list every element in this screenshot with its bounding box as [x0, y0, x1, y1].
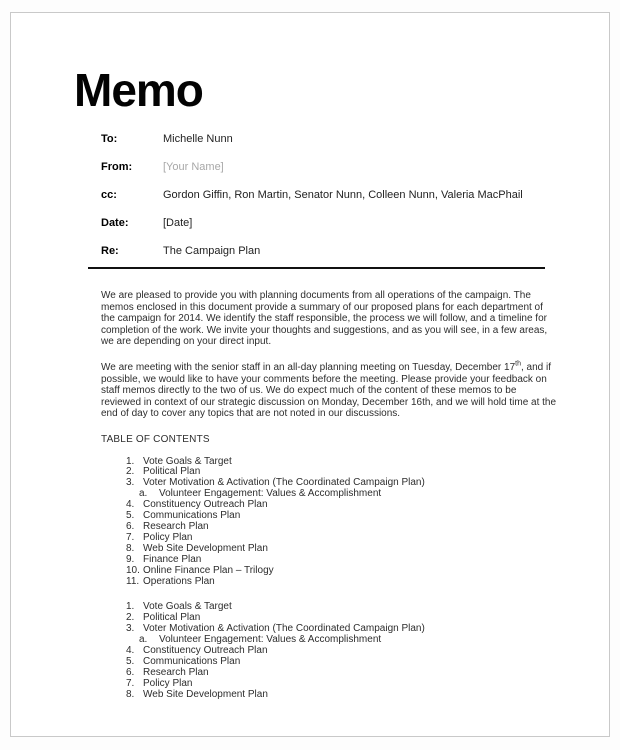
- toc-item-text: Policy Plan: [143, 531, 193, 543]
- memo-document-page: [10, 12, 610, 737]
- toc-item-text: Communications Plan: [143, 510, 241, 522]
- toc-list-item: [126, 577, 558, 588]
- toc-item-number: 5.: [126, 510, 135, 522]
- toc-item-number: a.: [139, 634, 148, 646]
- meta-value: [Your Name]: [163, 161, 224, 173]
- toc-item-text: Constituency Outreach Plan: [143, 499, 268, 511]
- ordinal-superscript: th: [515, 360, 521, 368]
- toc-item-text: Volunteer Engagement: Values & Accomplishment: [159, 488, 382, 500]
- toc-item-number: 8.: [126, 542, 135, 554]
- meta-row: [101, 134, 561, 145]
- toc-item-text: Policy Plan: [143, 677, 193, 689]
- toc-item-number: 8.: [126, 688, 135, 700]
- toc-item-number: 7.: [126, 531, 135, 543]
- toc-item-number: 11.: [126, 575, 140, 587]
- toc-item-text: Research Plan: [143, 520, 209, 532]
- toc-item-number: 2.: [126, 466, 135, 478]
- toc-item-number: 1.: [126, 455, 135, 467]
- toc-item-text: Vote Goals & Target: [143, 601, 232, 613]
- toc-item-number: 6.: [126, 666, 135, 678]
- meta-row: [101, 218, 561, 229]
- meta-value: Michelle Nunn: [163, 133, 233, 145]
- meta-label: Re:: [101, 245, 119, 257]
- toc-item-text: Voter Motivation & Activation (The Coordinated Campaign Plan): [143, 623, 425, 635]
- toc-item-number: 7.: [126, 677, 135, 689]
- meta-value: [Date]: [163, 217, 193, 229]
- page-title: Memo: [74, 64, 203, 116]
- toc-item-number: 6.: [126, 520, 135, 532]
- meta-row: [101, 162, 561, 173]
- toc-item-text: Communications Plan: [143, 655, 241, 667]
- meta-label: From:: [101, 161, 133, 173]
- meta-label: cc:: [101, 189, 117, 201]
- toc-list-1: [126, 457, 558, 588]
- meta-row: [101, 246, 561, 257]
- toc-item-number: 2.: [126, 612, 135, 624]
- toc-item-text: Voter Motivation & Activation (The Coordinated Campaign Plan): [143, 477, 425, 489]
- toc-item-text: Research Plan: [143, 666, 209, 678]
- meta-label: Date:: [101, 217, 129, 229]
- meta-label: To:: [101, 133, 118, 145]
- memo-header-fields: [101, 134, 561, 274]
- toc-item-text: Finance Plan: [143, 553, 202, 565]
- toc-item-number: 9.: [126, 553, 135, 565]
- toc-list-item: [126, 566, 558, 577]
- meta-row: [101, 190, 561, 201]
- toc-item-number: a.: [139, 488, 148, 500]
- meeting-paragraph-text-after: , and if possible, we would like to have your comments before the meeting. Please provide your feedback on staff memos directly to the two of us. We do expect much of the content of these memos to be reviewed in context of our strategic discussion on Monday, December 16th, and we will hold time at the end of day to cover any topics that are not noted in our discussions.: [101, 361, 557, 420]
- toc-list-2: [126, 602, 558, 700]
- toc-item-text: Operations Plan: [143, 575, 215, 587]
- intro-paragraph: We are pleased to provide you with planning documents from all operations of the campaign. The memos enclosed in this document provide a summary of our proposed plans for each department of the campaign for 2014. We identify the staff responsible, the process we will follow, and a timeline for completion of the work. We invite your thoughts and suggestions, and as you will see, in a few areas, we are depending on your direct input.: [101, 290, 548, 348]
- meeting-paragraph: [101, 362, 558, 420]
- toc-item-number: 5.: [126, 655, 135, 667]
- toc-item-number: 4.: [126, 645, 135, 657]
- toc-item-text: Online Finance Plan – Trilogy: [143, 564, 274, 576]
- header-divider: [88, 267, 545, 269]
- toc-item-text: Political Plan: [143, 466, 201, 478]
- toc-item-number: 3.: [126, 623, 135, 635]
- toc-item-number: 1.: [126, 601, 135, 613]
- toc-list-item: [126, 555, 558, 566]
- meta-value: Gordon Giffin, Ron Martin, Senator Nunn, Colleen Nunn, Valeria MacPhail: [163, 189, 523, 201]
- toc-item-text: Constituency Outreach Plan: [143, 645, 268, 657]
- toc-item-number: 10.: [126, 564, 140, 576]
- meta-value: The Campaign Plan: [163, 245, 261, 257]
- toc-list-item: [126, 690, 558, 701]
- toc-heading: TABLE OF CONTENTS: [101, 433, 210, 445]
- toc-item-number: 4.: [126, 499, 135, 511]
- toc-item-text: Web Site Development Plan: [143, 688, 268, 700]
- toc-item-number: 3.: [126, 477, 135, 489]
- toc-item-text: Web Site Development Plan: [143, 542, 268, 554]
- toc-item-text: Political Plan: [143, 612, 201, 624]
- memo-body: [101, 290, 558, 701]
- meeting-paragraph-text-before: We are meeting with the senior staff in an all-day planning meeting on Tuesday, December 17: [101, 361, 516, 373]
- toc-item-text: Volunteer Engagement: Values & Accomplishment: [159, 634, 382, 646]
- toc-item-text: Vote Goals & Target: [143, 455, 232, 467]
